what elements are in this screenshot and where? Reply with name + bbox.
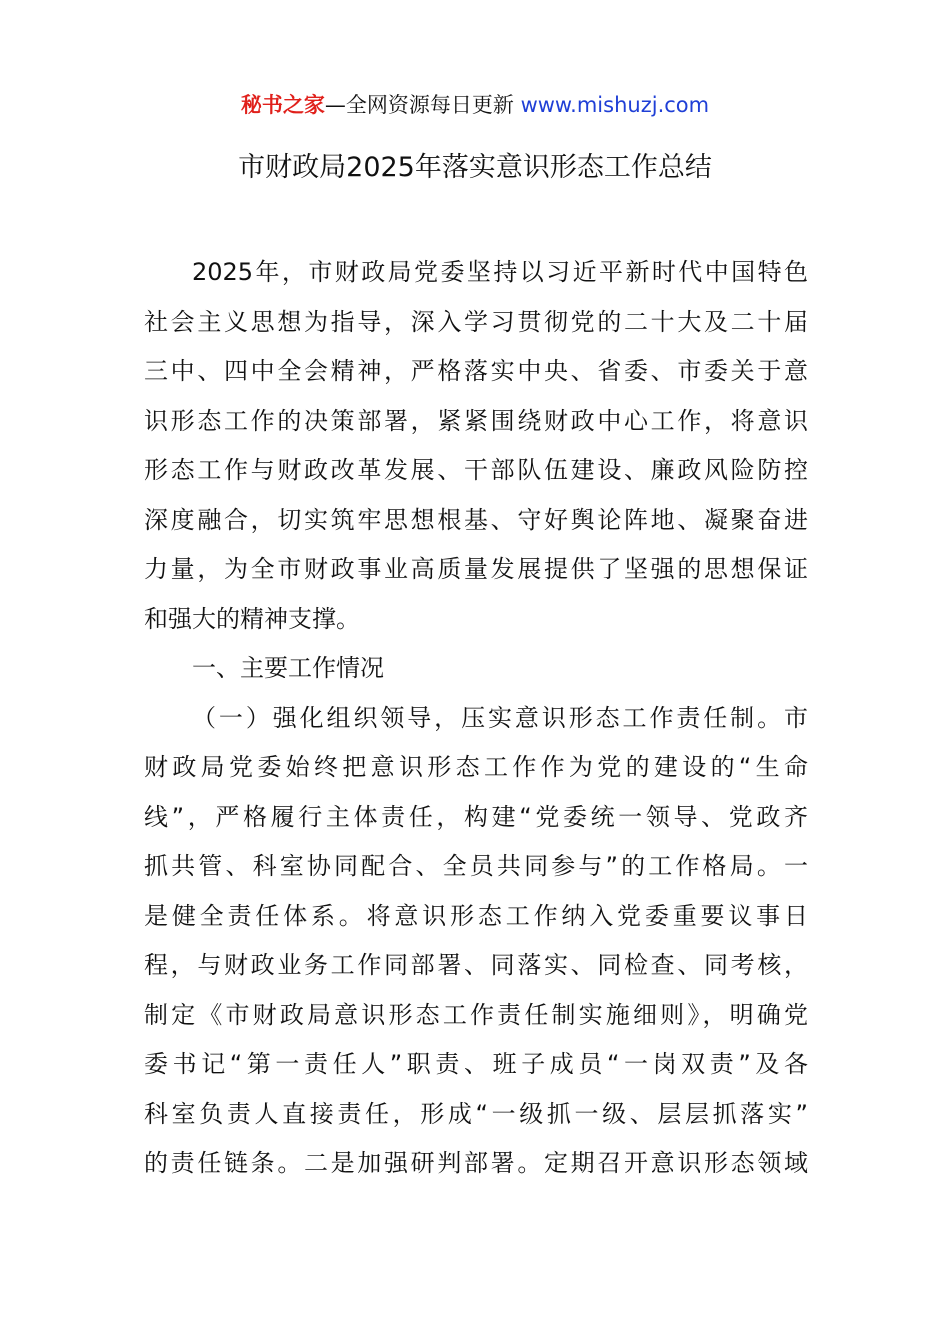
paragraph-line: 程，与财政业务工作同部署、同落实、同检查、同考核， bbox=[144, 951, 808, 979]
paragraph-line: 委书记“第一责任人”职责、班子成员“一岗双责”及各 bbox=[144, 1050, 808, 1078]
document-title: 市财政局2025年落实意识形态工作总结 bbox=[238, 152, 712, 183]
paragraph-line: 的责任链条。二是加强研判部署。定期召开意识形态领域 bbox=[144, 1149, 808, 1177]
section-heading: 一、主要工作情况 bbox=[192, 654, 384, 682]
paragraph-line: 是健全责任体系。将意识形态工作纳入党委重要议事日 bbox=[144, 901, 808, 930]
site-brand: 秘书之家 bbox=[240, 93, 325, 117]
paragraph-line: 三中、四中全会精神，严格落实中央、省委、市委关于意 bbox=[144, 357, 808, 385]
paragraph-line: 和强大的精神支撑。 bbox=[144, 604, 360, 633]
paragraph-line: 社会主义思想为指导，深入学习贯彻党的二十大及二十届 bbox=[144, 307, 808, 336]
paragraph-line: 力量，为全市财政事业高质量发展提供了坚强的思想保证 bbox=[144, 555, 808, 583]
site-slogan: —全网资源每日更新 bbox=[324, 93, 514, 117]
paragraph-line: 形态工作与财政改革发展、干部队伍建设、廉政风险防控 bbox=[144, 456, 808, 484]
document-body bbox=[144, 248, 808, 1189]
site-url-link[interactable]: www.mishuzj.com bbox=[513, 93, 710, 117]
paragraph-line: 线”，严格履行主体责任，构建“党委统一领导、党政齐 bbox=[144, 802, 808, 831]
paragraph-line: 科室负责人直接责任，形成“一级抓一级、层层抓落实” bbox=[144, 1099, 808, 1128]
paragraph-line: 财政局党委始终把意识形态工作作为党的建设的“生命 bbox=[144, 753, 808, 781]
site-header bbox=[0, 88, 950, 122]
paragraph-line: 2025年，市财政局党委坚持以习近平新时代中国特色 bbox=[192, 258, 808, 286]
paragraph-line: 制定《市财政局意识形态工作责任制实施细则》，明确党 bbox=[144, 1000, 808, 1029]
paragraph-line: 识形态工作的决策部署，紧紧围绕财政中心工作，将意识 bbox=[144, 406, 808, 435]
paragraph-line: 抓共管、科室协同配合、全员共同参与”的工作格局。一 bbox=[144, 852, 808, 880]
paragraph-line: 深度融合，切实筑牢思想根基、守好舆论阵地、凝聚奋进 bbox=[144, 505, 808, 534]
paragraph-line: （一）强化组织领导，压实意识形态工作责任制。市 bbox=[192, 703, 808, 732]
